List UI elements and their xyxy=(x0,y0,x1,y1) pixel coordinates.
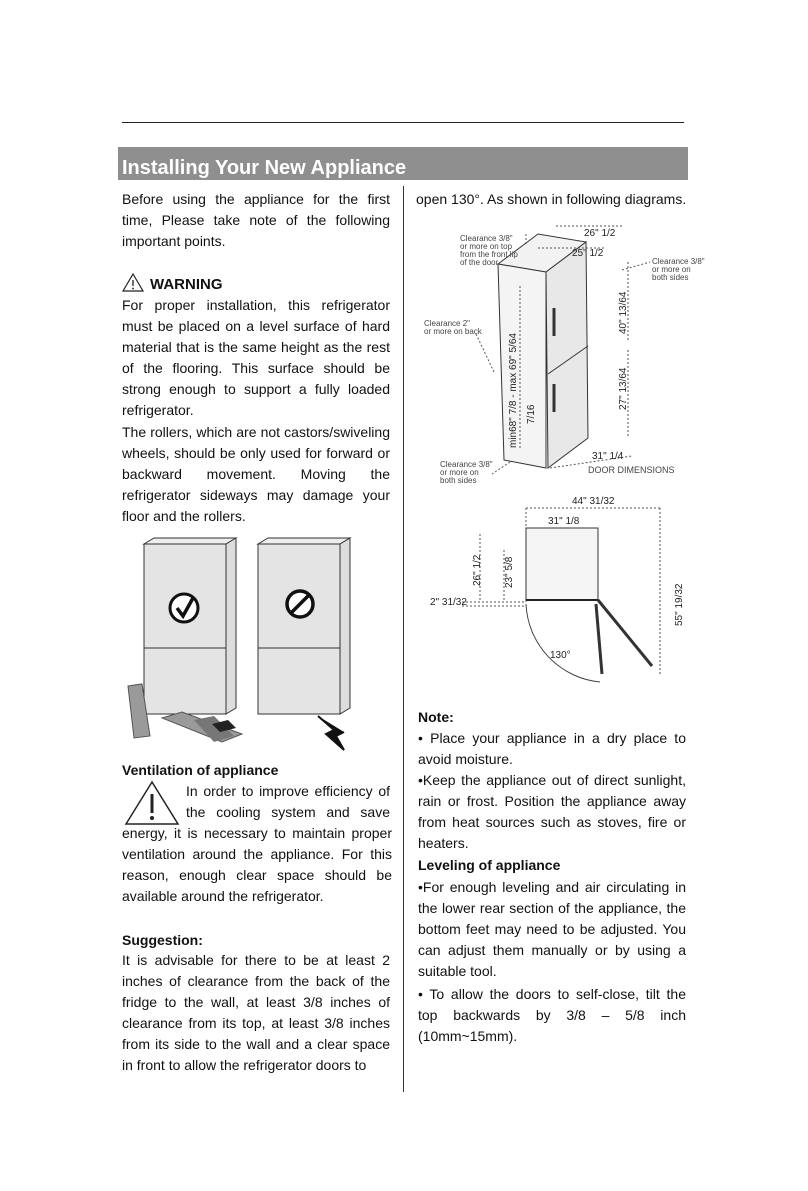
leveling-title: Leveling of appliance xyxy=(418,857,561,873)
note-1: • Place your appliance in a dry place to avoid moisture. xyxy=(418,730,686,767)
dim-width-outer: 26" 1/2 xyxy=(584,228,616,239)
dim-left-1: 26" 1/2 xyxy=(472,554,483,586)
ventilation-line-1: In order to improve efficiency of xyxy=(186,783,390,799)
ventilation-paragraph: energy, it is necessary to maintain proper ventilation around the appliance. For this reason, enough clear space should be available around the refrigerator. xyxy=(122,825,392,904)
dim-body: 31" 1/8 xyxy=(548,516,580,527)
warning-triangle-icon xyxy=(122,273,144,292)
dim-height: min68" 7/8 - max 69" 5/64 xyxy=(508,333,519,448)
warning-paragraph-2: The rollers, which are not castors/swiveling wheels, should be only used for forward or backward movement. Moving the refrigerator sideways may damage your floor and the rollers. xyxy=(122,424,390,524)
dim-small: 7/16 xyxy=(526,404,537,424)
note-title: Note: xyxy=(418,709,454,725)
leveling-paragraph-2: • To allow the doors to self-close, tilt the top backwards by 3/8 – 5/8 inch (10mm~15mm). xyxy=(418,986,686,1044)
suggestion-paragraph: It is advisable for there to be at least 2 inches of clearance from the back of the fridge to the wall, at least 3/8 inches of clearance from its top, at least 3/8 inches from its side to the wall and a clear space in front to allow the refrigerator doors to xyxy=(122,952,390,1073)
damage-bolt-icon xyxy=(318,716,344,750)
fridge-rollers-illustration xyxy=(122,536,362,756)
dim-total: 44" 31/32 xyxy=(572,496,615,507)
ventilation-line-2: the cooling system and save xyxy=(186,804,390,820)
door-dimensions-caption: DOOR DIMENSIONS xyxy=(588,465,675,475)
clearance-sides-right-label: Clearance 3/8" or more on both sides xyxy=(652,257,705,282)
clearance-back-label: Clearance 2" or more on back xyxy=(424,319,482,336)
warning-title: WARNING xyxy=(150,276,223,293)
clearance-top-label: Clearance 3/8" or more on top from the front lip of the door xyxy=(460,234,518,267)
dim-side: 2" 31/32 xyxy=(430,597,467,608)
top-rule xyxy=(122,122,684,123)
intro-paragraph: Before using the appliance for the first time, Please take note of the following important points. xyxy=(122,191,390,249)
dim-width-inner: 25" 1/2 xyxy=(572,248,604,259)
door-dimensions-diagram xyxy=(416,216,705,488)
warning-heading xyxy=(122,273,223,293)
ventilation-title: Ventilation of appliance xyxy=(122,762,279,778)
suggestion-title: Suggestion: xyxy=(122,932,203,948)
dim-lower: 27" 13/64 xyxy=(618,367,629,410)
dim-upper: 40" 13/64 xyxy=(618,291,629,334)
dim-left-2: 23" 5/8 xyxy=(504,556,515,588)
page-title: Installing Your New Appliance xyxy=(122,157,407,179)
top-view-diagram xyxy=(416,494,688,694)
caution-triangle-icon xyxy=(124,780,180,826)
section-title-banner xyxy=(118,147,688,180)
dim-right: 55" 19/32 xyxy=(674,583,685,626)
leveling-paragraph-1: •For enough leveling and air circulating in the lower rear section of the appliance, the bottom feet may need to be adjusted. You can adjust them manually or by using a suitable tool. xyxy=(418,879,686,979)
open-text: open 130°. As shown in following diagrams. xyxy=(416,191,687,207)
clearance-sides-left-label: Clearance 3/8" or more on both sides xyxy=(440,460,493,485)
column-divider xyxy=(403,186,404,1092)
warning-paragraph-1: For proper installation, this refrigerator must be placed on a level surface of hard material that is the same height as the rest of the flooring. This surface should be strong enough to support a fully loaded refrigerator. xyxy=(122,297,390,418)
door-angle: 130° xyxy=(550,650,571,661)
note-2: •Keep the appliance out of direct sunlight, rain or frost. Position the appliance away from heat sources such as stoves, fire or heaters. xyxy=(418,772,686,851)
dim-depth: 31" 1/4 xyxy=(592,451,624,462)
